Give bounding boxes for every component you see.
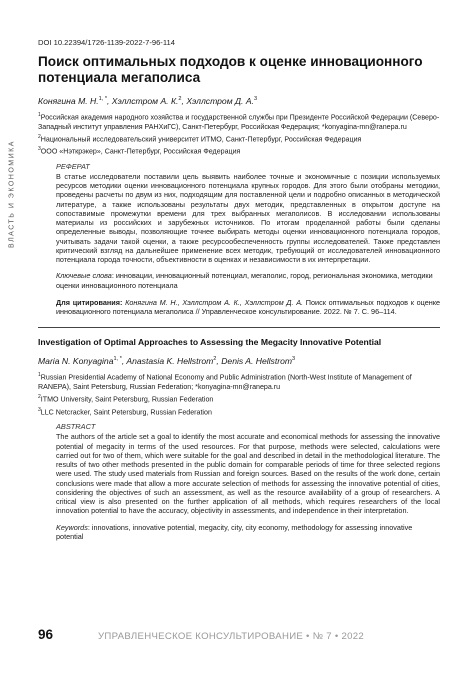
citation-label: Для цитирования: <box>56 297 123 307</box>
article-page <box>38 38 440 541</box>
keywords-ru: Ключевые слова: инновации, инновационный потенциал, мегаполис, город, региональная экономика, методики оценки инновационного потенциала <box>56 271 433 290</box>
authors-ru: Конягина М. Н.$^{1, *}$, Хэллстром А. К.$^2$, Хэллстром Д. А.$^3$ <box>38 96 258 106</box>
author-name: Конягина М. Н. <box>38 96 99 106</box>
author-name: Хэллстром Д. А. <box>186 96 254 106</box>
affiliation-ru-3: $^3$ООО «Нэткрэкер», Санкт-Петербург, Российская Федерация <box>38 146 241 156</box>
keywords-en: Keywords: innovations, innovative potential, megacity, city, city economy, methodology for assessing innovative potential <box>56 522 413 541</box>
article-title-ru: Поиск оптимальных подходов к оценке инновационного потенциала мегаполиса <box>38 54 423 85</box>
section-divider <box>38 327 440 328</box>
abstract-ru <box>56 162 440 265</box>
keywords-label: Ключевые слова <box>56 271 112 281</box>
abstract-text: В статье исследователи поставили цель выявить наиболее точные и экономичные с позиции используемых ресурсов методики оценки инновационного потенциала крупных городов. Для этого были отобраны методики, проведены расчеты по двум из них, подходящим для поставленной цели и подробно описанных в методической литературе, а также использованы результаты двух методик, представленных в открытом доступе на сопоставимые промежутки времени для трех выбранных мегаполисов. В исследовании использованы материалы из российских и зарубежных источников. По итогам проделанной работы были сделаны определенные выводы, позволяющие точнее выбирать методы оценки инновационного потенциала городов, учитывать задачи такой оценки, а также ресурсообеспеченность группы исследователей. Также представлен критический взгляд на дальнейшее применение всех методик, требующий от исследователей инновационного потенциала города точности, объективности в оценках и независимости в их интерпретации. <box>56 171 440 265</box>
author-name: Anastasia K. Hellstrom <box>126 356 214 367</box>
page-footer <box>38 627 440 643</box>
doi[interactable]: DOI 10.22394/1726-1139-2022-7-96-114 <box>38 38 175 47</box>
affiliation-en-2: $^2$ITMO University, Saint Petersburg, Russian Federation <box>38 394 214 404</box>
article-title-en: Investigation of Optimal Approaches to Assessing the Megacity Innovative Potential <box>38 337 382 348</box>
abstract-label: ABSTRACT <box>56 422 96 432</box>
page-number: 96 <box>38 627 54 642</box>
affiliation-ru-1: $^1$Российская академия народного хозяйства и государственной службы при Президенте Российской Федерации (Северо-Западный институт управления РАНХиГС), Санкт-Петербург, Российская Федерация; *konyagina-mn@ranepa.ru <box>38 112 440 131</box>
affiliation-en-3: $^3$LLC Netcracker, Saint Petersburg, Russian Federation <box>38 406 212 417</box>
abstract-text: The authors of the article set a goal to identify the most accurate and economical methods for assessing the innovative potential of megacity in terms of the used resources. For that purpose, methods were selected, calculations were carried out for two of them, which were suitable for the goal and described in detail in the methodological literature. The results of two other methods presented in the public domain for comparable periods of time for three selected regions were used. The study used materials from Russian and foreign sources. Based on the results of the work done, certain conclusions were made that allow a more accurate selection of methods for assessing the innovative potential of cities, considering the objectives of such an assessment, as well as the resource availability of a group of researchers. A critical view is also presented on the further application of all methods, which requires researchers of the local innovation potential to have the accuracy, objectivity in assessments, and independence in their interpretation. <box>56 432 440 516</box>
abstract-label: РЕФЕРАТ <box>56 161 90 171</box>
affiliation-en-1: $^1$Russian Presidential Academy of National Economy and Public Administration (North-West Institute of Management of RANEPA), Saint Petersburg, Russian Federation; *konyagina-mn@ranepa.ru <box>38 372 412 391</box>
citation-ru: Для цитирования: Конягина М. Н., Хэллстром А. К., Хэллстром Д. А. Поиск оптимальных подходов к оценке инновационного потенциала мегаполиса // Управленческое консультирование. 2022. № 7. С. 96–114. <box>56 297 441 317</box>
affiliation-ru-2: $^2$Национальный исследовательский университет ИТМО, Санкт-Петербург, Российская Федерация <box>38 133 362 144</box>
author-name: Хэллстром А. К. <box>111 96 179 106</box>
keywords-label: Keywords <box>56 522 88 532</box>
section-side-label: ВЛАСТЬ И ЭКОНОМИКА <box>8 140 16 248</box>
author-name: Maria N. Konyagina <box>38 356 114 367</box>
author-name: Denis A. Hellstrom <box>221 356 293 367</box>
abstract-en <box>56 422 440 515</box>
journal-name: УПРАВЛЕНЧЕСКОЕ КОНСУЛЬТИРОВАНИЕ • № 7 • 2022 <box>98 631 365 642</box>
authors-en: Maria N. Konyagina$^{1, *}$, Anastasia K. Hellstrom$^2$, Denis A. Hellstrom$^3$ <box>38 356 296 367</box>
